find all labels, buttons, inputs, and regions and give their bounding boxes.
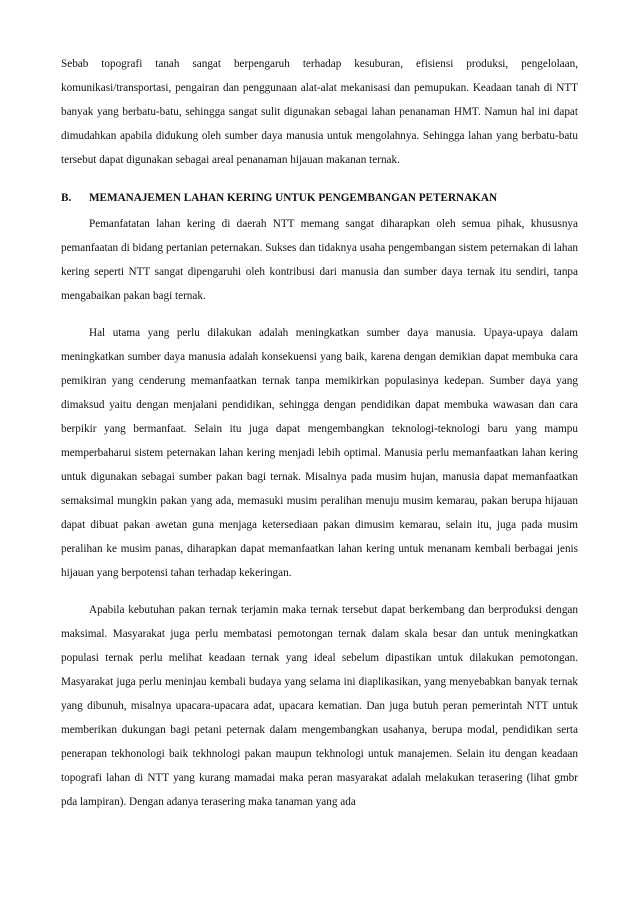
section-number: B. <box>61 192 72 204</box>
section-title: MEMANAJEMEN LAHAN KERING UNTUK PENGEMBANGAN PETERNAKAN <box>89 192 498 204</box>
paragraph-1: Pemanfatatan lahan kering di daerah NTT memang sangat diharapkan oleh semua pihak, khususnya pemanfaatan di bidang pertanian peternakan. Sukses dan tidaknya usaha pengembangan sistem peternakan di lahan kering seperti NTT sangat dipengaruhi oleh kontribusi dari manusia dan sumber daya ternak itu sendiri, tanpa mengabaikan pakan bagi ternak. <box>61 218 578 302</box>
paragraph-3: Apabila kebutuhan pakan ternak terjamin maka ternak tersebut dapat berkembang dan berproduksi dengan maksimal. Masyarakat juga perlu membatasi pemotongan ternak dalam skala besar dan untuk meningkatkan populasi ternak perlu melihat keadaan ternak yang ideal sebelum dipastikan untuk dilakukan pemotongan. Masyarakat juga perlu meninjau kembali budaya yang selama ini diaplikasikan, yang menyebabkan banyak ternak yang dibunuh, misalnya upacara-upacara adat, upacara kematian. Dan juga butuh peran pemerintah NTT untuk memberikan dukungan bagi petani peternak dalam mengembangkan usahanya, berupa modal, pendidikan serta penerapan tekhonologi baik tekhnologi pakan maupun tekhnologi untuk manajemen. Selain itu dengan keadaan topografi lahan di NTT yang kurang mamadai maka peran masyarakat adalah melakukan terasering (lihat gmbr pda lampiran). Dengan adanya terasering maka tanaman yang ada <box>61 604 578 808</box>
document-page <box>61 52 578 814</box>
section-heading <box>61 186 578 210</box>
paragraph-intro: Sebab topografi tanah sangat berpengaruh terhadap kesuburan, efisiensi produksi, pengelolaan, komunikasi/transportasi, pengairan dan penggunaan alat-alat mekanisasi dan pemupukan. Keadaan tanah di NTT banyak yang berbatu-batu, sehingga sangat sulit digunakan sebagai lahan penanaman HMT. Namun hal ini dapat dimudahkan apabila didukung oleh sumber daya manusia untuk mengolahnya. Sehingga lahan yang berbatu-batu tersebut dapat digunakan sebagai areal penanaman hijauan makanan ternak. <box>61 58 578 166</box>
paragraph-2: Hal utama yang perlu dilakukan adalah meningkatkan sumber daya manusia. Upaya-upaya dalam meningkatkan sumber daya manusia adalah konsekuensi yang baik, karena dengan demikian dapat membuka cara pemikiran yang cenderung memanfaatkan ternak tanpa memikirkan populasinya kedepan. Sumber daya yang dimaksud yaitu dengan menjalani pendidikan, sehingga dengan pendidikan dapat membuka wawasan dan cara berpikir yang bermanfaat. Selain itu juga dapat mengembangkan teknologi-teknologi baru yang mampu memperbaharui sistem peternakan lahan kering menjadi lebih optimal. Manusia perlu memanfaatkan lahan kering untuk digunakan sebagai sumber pakan bagi ternak. Misalnya pada musim hujan, manusia dapat memanfaatkan semaksimal mungkin pakan yang ada, memasuki musim peralihan menuju musim kemarau, pakan berupa hijauan dapat dibuat pakan awetan guna menjaga ketersediaan pakan dimusim kemarau, selain itu, juga pada musim peralihan ke musim panas, diharapkan dapat memanfaatkan lahan kering untuk menanam kembali berbagai jenis hijauan yang berpotensi tahan terhadap kekeringan. <box>61 327 578 579</box>
